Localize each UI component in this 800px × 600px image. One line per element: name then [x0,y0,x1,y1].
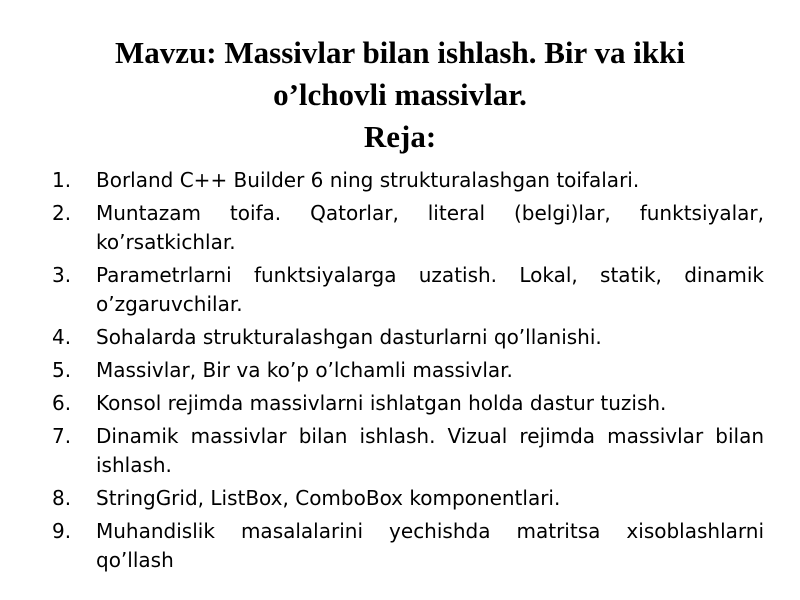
plan-item-7 [52,422,764,480]
plan-item-text: StringGrid, ListBox, ComboBox komponentlari. [96,486,561,510]
plan-item-6 [52,389,764,418]
plan-item-3 [52,261,764,319]
plan-item-number: 6. [52,391,72,415]
plan-heading: Reja: [363,119,437,154]
plan-item-text: Muhandislik masalalarini yechishda matritsa xisoblashlarni qo’llash [96,519,764,572]
plan-item-4 [52,323,764,352]
plan-item-number: 4. [52,325,72,349]
plan-item-text: Muntazam toifa. Qatorlar, literal (belgi)lar, funktsiyalar, ko’rsatkichlar. [96,201,764,254]
plan-item-text: Dinamik massivlar bilan ishlash. Vizual rejimda massivlar bilan ishlash. [96,424,764,477]
plan-item-text: Konsol rejimda massivlarni ishlatgan holda dastur tuzish. [96,391,667,415]
plan-list [52,166,764,579]
plan-item-number: 2. [52,201,72,225]
title-line-1: Mavzu: Massivlar bilan ishlash. Bir va ikki [115,35,685,70]
plan-item-1 [52,166,764,195]
plan-item-text: Parametrlarni funktsiyalarga uzatish. Lokal, statik, dinamik o’zgaruvchilar. [96,263,764,316]
plan-item-number: 8. [52,486,72,510]
plan-item-9 [52,517,764,575]
plan-item-8 [52,484,764,513]
plan-item-number: 7. [52,424,72,448]
plan-item-text: Massivlar, Bir va ko’p o’lchamli massivlar. [96,358,513,382]
slide-title [40,32,760,158]
plan-item-text: Borland C++ Builder 6 ning strukturalashgan toifalari. [96,168,640,192]
plan-item-number: 5. [52,358,72,382]
plan-item-text: Sohalarda strukturalashgan dasturlarni qo’llanishi. [96,325,602,349]
plan-item-5 [52,356,764,385]
plan-item-2 [52,199,764,257]
plan-item-number: 3. [52,263,72,287]
title-line-2: o’lchovli massivlar. [273,77,527,112]
plan-item-number: 9. [52,519,72,543]
plan-item-number: 1. [52,168,72,192]
